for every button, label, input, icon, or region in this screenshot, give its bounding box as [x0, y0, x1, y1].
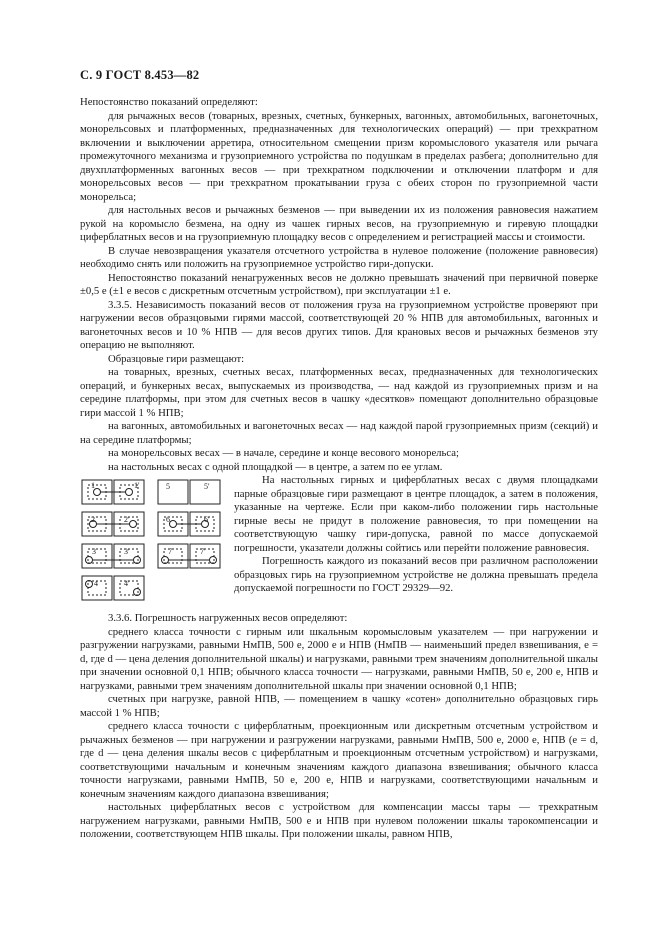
paragraph: для настольных весов и рычажных безменов — при выведении их из положения равновесия нажатием рукой на коромысло безмена, на одну из чашек гирных весов, на грузоприемную и гиревую площадки циферблатных весов и на грузоприемную площадку весов с определением и регистрацией массы и стоимости. [80, 204, 598, 243]
position-label: 3' [124, 547, 130, 556]
position-label: 2 [91, 515, 95, 524]
position-label: 4 [94, 579, 98, 588]
paragraph: В случае невозвращения указателя отсчетного устройства в нулевое положение (положение равновесия) необходимо снять или положить на грузоприемное устройство гири-допуски. [80, 244, 598, 270]
paragraph: на монорельсовых весах — в начале, середине и конце весового монорельса; [108, 447, 459, 459]
paragraph: на товарных, врезных, счетных весах, платформенных весах, предназначенных для технологических операций, и бункерных весах, выпускаемых из производства, — над каждой из грузоприемных призм и на середине платформы, при этом для счетных весов в чашку «десятков» помещают дополнительно образцовые гири массой 1 % НПВ; [80, 366, 598, 419]
position-label: 5 [166, 482, 170, 491]
position-label: 6' [204, 515, 210, 524]
paragraph: 3.3.6. Погрешность нагруженных весов определяют: [108, 612, 348, 624]
paragraph: Непостоянство показаний определяют: [80, 96, 258, 108]
position-label: 1 [91, 481, 95, 490]
position-label: 7' [200, 547, 206, 556]
paragraph: среднего класса точности с циферблатным, проекционным или дискретным отсчетным устройством и рычажных безменов — при нагружении и разгружении нагрузками, равными НмПВ, 500 е, 2000 е, НПВ (е = d, где d — цена деления шкалы весов с циферблатным и проекционным отсчетным устройством) и нагрузками, соответствующими начальным и конечным значениям каждого диапазона взвешивания; обычного класса точности нагрузками, равными НмПВ, 50 е, 200 е, НПВ и нагрузками, соответствующими начальным и конечным значениям каждого диапазона взвешивания; [80, 720, 598, 800]
paragraph: среднего класса точности с гирным или шкальным коромысловым указателем — при нагружении и разгружении нагрузками, равными НмПВ, 500 е, 2000 е и НПВ (НмПВ — наименьший предел взвешивания, е = d, где d — цена деления дополнительной шкалы) и нагрузками, равными трем значениям дополнительной шкалы при значении основной 0,1 НПВ; обычного класса точности — нагрузками, равными НмПВ, 50 е, 200 е, НПВ и нагрузками, равными трем значениям дополнительной шкалы при значении основной 0,1 НПВ; [80, 625, 598, 692]
position-label: 7 [168, 547, 172, 556]
paragraph: Погрешность каждого из показаний весов при различном расположении образцовых гирь на грузоприемном устройстве не должна превышать предела допускаемой погрешности по ГОСТ 29329—92. [234, 555, 598, 594]
paragraph: счетных при нагрузке, равной НПВ, — помещением в чашку «сотен» дополнительно образцовых гирь массой 1 % НПВ; [80, 693, 598, 719]
position-label: 6 [166, 515, 170, 524]
position-label: 1' [134, 481, 140, 490]
paragraph: настольных циферблатных весов с устройством для компенсации массы тары — трехкратным нагружением нагрузками, равными НмПВ, 500 е и НПВ при нулевом положении шкалы тарокомпенсации и положении, соответствующем НПВ шкалы. При положении шкалы, равном НПВ, [80, 801, 598, 840]
paragraph: На настольных гирных и циферблатных весах с двумя площадками парные образцовые гири размещают в центре площадок, а затем в положения, указанные на чертеже. Если при каком-либо положении гирь настольные гирные весы не придут в положение равновесия, то при помещении на соответствующую чашку гири-допуска, равной по массе допускаемой погрешности, указатели должны сойтись или перейти положение равновесия. [234, 474, 598, 554]
paragraph: Образцовые гири размещают: [108, 352, 245, 365]
position-label: 4' [124, 579, 130, 588]
weight-placement-diagram [80, 476, 230, 606]
figure-caption-text [234, 474, 598, 596]
paragraph: Непостоянство показаний ненагруженных весов не должно превышать значений при первичной поверке ±0,5 е (±1 е весов с дискретным отсчетным устройством), при эксплуатации ±1 е. [80, 271, 598, 297]
figure-row [80, 474, 598, 610]
paragraph: на настольных весах с одной площадкой — в центре, а затем по ее углам. [108, 460, 443, 473]
page-header: С. 9 ГОСТ 8.453—82 [80, 68, 200, 82]
paragraph: на вагонных, автомобильных и вагонеточных весах — над каждой парой грузоприемных призм (секций) и на середине платформы; [80, 420, 598, 446]
position-label: 5' [204, 482, 210, 491]
weight-placement-figure [80, 476, 230, 606]
position-label: 2' [124, 515, 130, 524]
position-label: 3 [92, 547, 96, 556]
paragraph: для рычажных весов (товарных, врезных, счетных, бункерных, вагонных, автомобильных, вагонеточных, монорельсовых и платформенных, предназначенных для технологических операций) — при трехкратном включении и выключении арретира, относительном смещении призм коромыслового указателя или рычага промежуточного механизма и грузоприемного устройства по подушкам в пределах разбега; дополнительно для двухплатформенных вагонных весов — при трехкратном подключении и отключении платформ и для монорельсовых весов — при трехкратном прокатывании груза с обеих сторон по грузоприемной части монорельса; [80, 109, 598, 203]
body-text [80, 96, 598, 842]
paragraph: 3.3.5. Независимость показаний весов от положения груза на грузоприемном устройстве проверяют при нагружении весов образцовыми гирями массой, соответствующей 20 % НПВ для автомобильных, вагонных и вагонеточных весов и 10 % НПВ — для весов других типов. Для крановых весов и рычажных безменов эту операцию не выполняют. [80, 298, 598, 351]
